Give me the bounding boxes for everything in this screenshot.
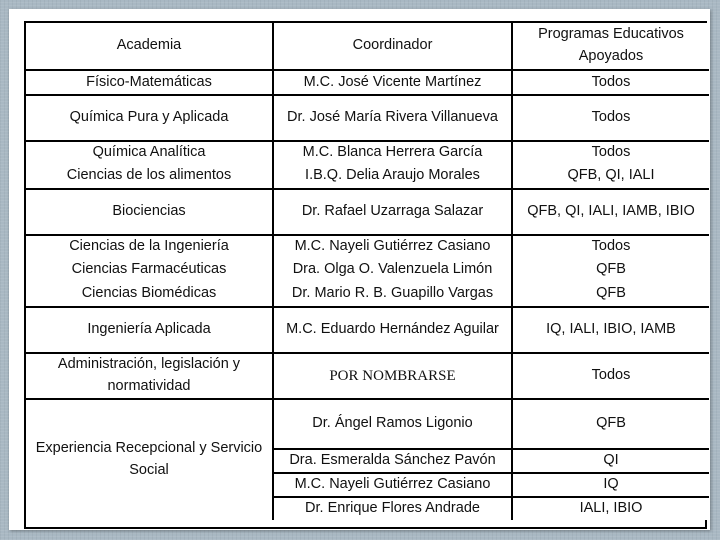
- table-cell-programas: Todos: [511, 69, 709, 94]
- table-cell-academia: Administración, legislación y normatividad: [26, 352, 272, 398]
- table-cell-programas: Todos: [511, 140, 709, 164]
- table-cell-academia: Físico-Matemáticas: [26, 69, 272, 94]
- header-coordinador: Coordinador: [272, 23, 511, 69]
- academias-table: [24, 21, 707, 529]
- table-cell-academia: Ingeniería Aplicada: [26, 306, 272, 352]
- table-cell-coordinador: Dr. Rafael Uzarraga Salazar: [272, 188, 511, 234]
- table-cell-programas: QFB: [511, 258, 709, 282]
- table-cell-academia: Biociencias: [26, 188, 272, 234]
- table-cell-academia: Ciencias de la Ingeniería: [26, 234, 272, 258]
- table-cell-coordinador: Dr. Mario R. B. Guapillo Vargas: [272, 282, 511, 306]
- header-programas: Programas Educativos Apoyados: [511, 23, 709, 69]
- table-cell-coordinador: M.C. Nayeli Gutiérrez Casiano: [272, 472, 511, 496]
- table-cell-programas: QFB: [511, 282, 709, 306]
- table-cell-coordinador: M.C. Blanca Herrera García: [272, 140, 511, 164]
- table-cell-coordinador: Dr. Ángel Ramos Ligonio: [272, 398, 511, 448]
- table-cell-programas: Todos: [511, 234, 709, 258]
- table-cell-programas: QI: [511, 448, 709, 472]
- table-cell-coordinador: Dr. José María Rivera Villanueva: [272, 94, 511, 140]
- table-cell-coordinador: Dra. Esmeralda Sánchez Pavón: [272, 448, 511, 472]
- table-cell-academia-group: Experiencia Recepcional y Servicio Social: [26, 398, 272, 520]
- table-cell-programas: Todos: [511, 352, 709, 398]
- table-cell-coordinador: Dr. Enrique Flores Andrade: [272, 496, 511, 520]
- header-academia: Academia: [26, 23, 272, 69]
- table-cell-programas: IQ, IALI, IBIO, IAMB: [511, 306, 709, 352]
- table-cell-academia: Ciencias Biomédicas: [26, 282, 272, 306]
- table-cell-programas: QFB: [511, 398, 709, 448]
- table-cell-academia: Química Pura y Aplicada: [26, 94, 272, 140]
- table-cell-coordinador: M.C. Eduardo Hernández Aguilar: [272, 306, 511, 352]
- table-cell-programas: IALI, IBIO: [511, 496, 709, 520]
- table-cell-coordinador: M.C. José Vicente Martínez: [272, 69, 511, 94]
- table-cell-coordinador: M.C. Nayeli Gutiérrez Casiano: [272, 234, 511, 258]
- table-cell-programas: Todos: [511, 94, 709, 140]
- table-cell-programas: QFB, QI, IALI, IAMB, IBIO: [511, 188, 709, 234]
- table-cell-coordinador: I.B.Q. Delia Araujo Morales: [272, 164, 511, 188]
- table-cell-academia: Ciencias Farmacéuticas: [26, 258, 272, 282]
- table-cell-programas: QFB, QI, IALI: [511, 164, 709, 188]
- slide: [9, 9, 710, 530]
- table-cell-coordinador: Dra. Olga O. Valenzuela Limón: [272, 258, 511, 282]
- table-cell-programas: IQ: [511, 472, 709, 496]
- table-cell-academia: Química Analítica: [26, 140, 272, 164]
- table-cell-academia: Ciencias de los alimentos: [26, 164, 272, 188]
- table-cell-coordinador: POR NOMBRARSE: [272, 352, 511, 398]
